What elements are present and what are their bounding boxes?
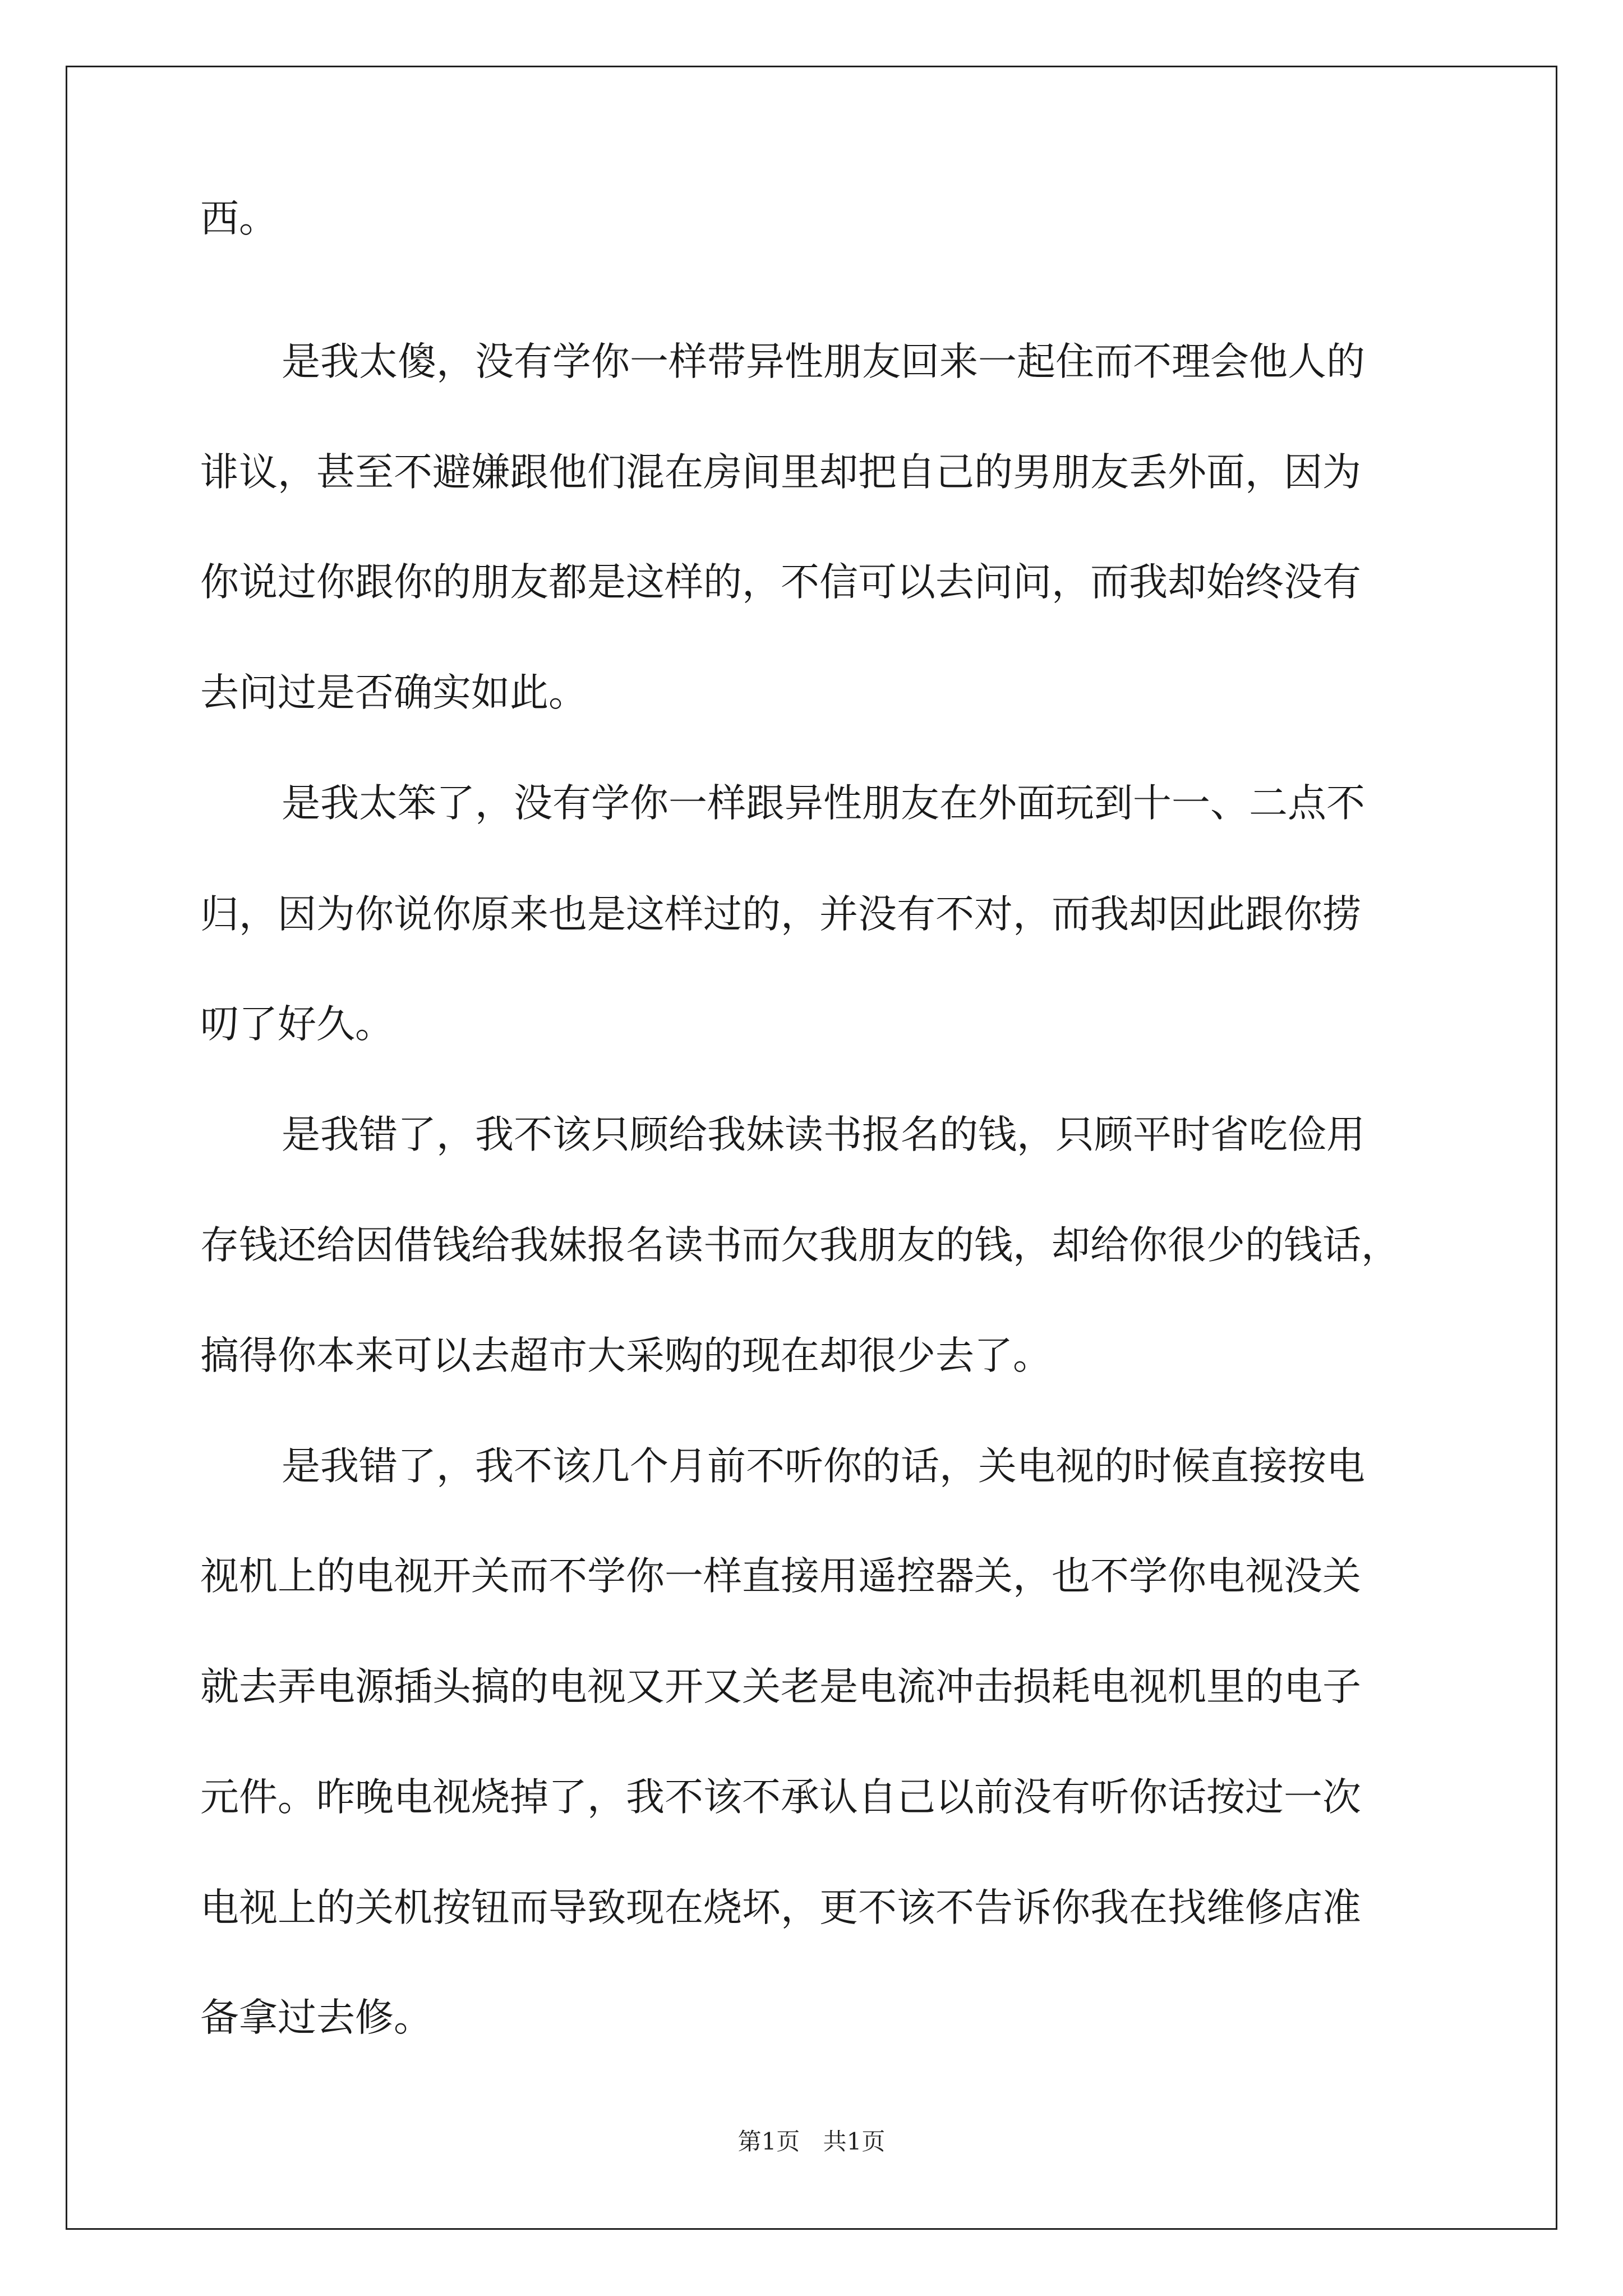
text-line: 就去弄电源插头搞的电视又开又关老是电流冲击损耗电视机里的电子 <box>200 1664 1361 1709</box>
text-line: 你说过你跟你的朋友都是这样的，不信可以去问问，而我却始终没有 <box>200 560 1361 605</box>
text-line: 备拿过去修。 <box>200 1995 432 2040</box>
page-footer <box>0 2128 1623 2156</box>
text-line: 归，因为你说你原来也是这样过的，并没有不对，而我却因此跟你捞 <box>200 892 1361 937</box>
text-line: 搞得你本来可以去超市大采购的现在却很少去了。 <box>200 1333 1052 1378</box>
text-line: 是我太傻，没有学你一样带异性朋友回来一起住而不理会他人的 <box>282 339 1365 384</box>
page-number-total: 共1页 <box>823 2128 886 2155</box>
text-line: 去问过是否确实如此。 <box>200 670 587 715</box>
text-line: 是我错了，我不该几个月前不听你的话，关电视的时候直接按电 <box>282 1444 1365 1489</box>
text-line: 诽议，甚至不避嫌跟他们混在房间里却把自己的男朋友丢外面，因为 <box>200 450 1361 495</box>
text-line: 叨了好久。 <box>200 1002 394 1047</box>
text-line: 视机上的电视开关而不学你一样直接用遥控器关，也不学你电视没关 <box>200 1554 1361 1599</box>
text-line: 元件。昨晚电视烧掉了，我不该不承认自己以前没有听你话按过一次 <box>200 1775 1361 1820</box>
text-line: 电视上的关机按钮而导致现在烧坏，更不该不告诉你我在找维修店准 <box>200 1885 1361 1930</box>
page-number-current: 第1页 <box>737 2128 800 2155</box>
text-line: 是我错了，我不该只顾给我妹读书报名的钱，只顾平时省吃俭用 <box>282 1112 1365 1157</box>
text-line: 西。 <box>200 196 278 241</box>
text-line: 存钱还给因借钱给我妹报名读书而欠我朋友的钱，却给你很少的钱话， <box>200 1223 1400 1268</box>
text-line: 是我太笨了，没有学你一样跟异性朋友在外面玩到十一、二点不 <box>282 781 1365 826</box>
